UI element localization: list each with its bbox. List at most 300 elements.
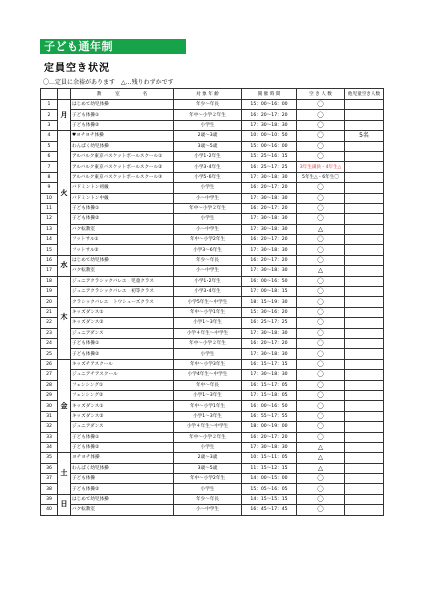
day-label: 木 — [58, 276, 71, 359]
other-availability — [345, 318, 384, 328]
course-name: バドミントン中級 — [71, 193, 174, 203]
availability: 〇 — [297, 287, 345, 297]
availability: 〇 — [297, 349, 345, 359]
table-row — [41, 266, 384, 276]
table-row — [41, 318, 384, 328]
header-day — [58, 89, 71, 100]
table-row — [41, 349, 384, 359]
table-row — [41, 172, 384, 182]
target-age: 年中～小学1年生 — [174, 401, 242, 411]
row-number: 31 — [41, 411, 58, 421]
table-row — [41, 359, 384, 369]
availability: 〇 — [297, 484, 345, 494]
table-row — [41, 328, 384, 338]
availability: △ — [297, 442, 345, 452]
course-name: 子ども体操① — [71, 203, 174, 213]
table-row — [41, 245, 384, 255]
other-availability — [345, 245, 384, 255]
class-time: 17：30～18：30 — [242, 442, 297, 452]
course-name: キッズダンス② — [71, 411, 174, 421]
other-availability — [345, 214, 384, 224]
row-number: 40 — [41, 505, 58, 515]
availability: 〇 — [297, 318, 345, 328]
target-age: 小学4年生～中学生 — [174, 370, 242, 380]
other-availability — [345, 276, 384, 286]
target-age: 小学3～6年生 — [174, 245, 242, 255]
availability: 〇 — [297, 151, 345, 161]
class-time: 16：55～17：55 — [242, 411, 297, 421]
course-name: はじめて幼児体操 — [71, 100, 174, 110]
table-row — [41, 307, 384, 317]
availability: △ — [297, 463, 345, 473]
availability: △ — [297, 266, 345, 276]
row-number: 36 — [41, 463, 58, 473]
other-availability — [345, 349, 384, 359]
availability: △ — [297, 453, 345, 463]
course-name: キッズダンス② — [71, 318, 174, 328]
table-row — [41, 151, 384, 161]
row-number: 29 — [41, 390, 58, 400]
other-availability — [345, 453, 384, 463]
table-row — [41, 338, 384, 348]
availability: 〇 — [297, 120, 345, 130]
other-availability — [345, 338, 384, 348]
table-row — [41, 505, 384, 515]
class-time: 16：20～17：20 — [242, 432, 297, 442]
class-time: 17：30～18：30 — [242, 120, 297, 130]
table-row — [41, 193, 384, 203]
row-number: 37 — [41, 474, 58, 484]
other-availability — [345, 151, 384, 161]
course-name: キッズチアスクール — [71, 359, 174, 369]
availability: 〇 — [297, 245, 345, 255]
target-age: 年中～小学3年生 — [174, 359, 242, 369]
target-age: 年中～小学2年生 — [174, 474, 242, 484]
other-availability — [345, 422, 384, 432]
availability: 〇 — [297, 100, 345, 110]
course-name: 子ども体操 — [71, 474, 174, 484]
other-availability — [345, 411, 384, 421]
row-number: 10 — [41, 193, 58, 203]
class-time: 16：25～17：25 — [242, 162, 297, 172]
row-number: 8 — [41, 172, 58, 182]
availability: 〇 — [297, 328, 345, 338]
class-time: 14：15～15：15 — [242, 494, 297, 504]
availability: 〇 — [297, 494, 345, 504]
class-time: 14：00～15：00 — [242, 474, 297, 484]
other-availability — [345, 203, 384, 213]
row-number: 39 — [41, 494, 58, 504]
class-time: 17：15～18：05 — [242, 390, 297, 400]
row-number: 28 — [41, 380, 58, 390]
table-row — [41, 370, 384, 380]
other-availability: 5名 — [345, 131, 384, 141]
table-row — [41, 224, 384, 234]
table-row — [41, 422, 384, 432]
target-age: 小学生 — [174, 120, 242, 130]
course-name: ジュニアダンス — [71, 422, 174, 432]
row-number: 38 — [41, 484, 58, 494]
other-availability — [345, 224, 384, 234]
class-time: 10：00～10：50 — [242, 131, 297, 141]
target-age: 年中～小学1年生 — [174, 307, 242, 317]
availability: 〇 — [297, 411, 345, 421]
target-age: 小学生 — [174, 214, 242, 224]
availability: 〇 — [297, 255, 345, 265]
availability: 〇 — [297, 338, 345, 348]
course-name: 子ども体操② — [71, 484, 174, 494]
row-number: 2 — [41, 110, 58, 120]
course-name: ジュニアクラシックバレエ 初等クラス — [71, 287, 174, 297]
target-age: 2歳～3歳 — [174, 131, 242, 141]
row-number: 23 — [41, 328, 58, 338]
availability: △ — [297, 224, 345, 234]
target-age: 3歳～5歳 — [174, 463, 242, 473]
target-age: 年中～小学２年生 — [174, 338, 242, 348]
availability: 〇 — [297, 214, 345, 224]
course-name: ジュニアクラシックバレエ 児童クラス — [71, 276, 174, 286]
course-name: フェンシング② — [71, 390, 174, 400]
class-time: 17：30～18：30 — [242, 193, 297, 203]
table-row — [41, 494, 384, 504]
class-time: 16：25～17：25 — [242, 318, 297, 328]
day-label: 土 — [58, 453, 71, 495]
other-availability — [345, 255, 384, 265]
availability: 〇 — [297, 359, 345, 369]
class-time: 16：15～17：15 — [242, 359, 297, 369]
other-availability — [345, 463, 384, 473]
table-row — [41, 442, 384, 452]
other-availability — [345, 193, 384, 203]
table-body — [41, 100, 384, 516]
other-availability — [345, 100, 384, 110]
availability: 〇 — [297, 422, 345, 432]
other-availability — [345, 328, 384, 338]
availability: 5年生△・6年生〇 — [297, 172, 345, 182]
course-name: フットサル② — [71, 245, 174, 255]
target-age: 年少～年長 — [174, 100, 242, 110]
availability: 〇 — [297, 131, 345, 141]
class-time: 15：00～16：00 — [242, 141, 297, 151]
row-number: 33 — [41, 432, 58, 442]
class-time: 16：20～17：20 — [242, 338, 297, 348]
other-availability — [345, 380, 384, 390]
availability: 〇 — [297, 307, 345, 317]
class-time: 18：00～19：00 — [242, 422, 297, 432]
table-header-row — [41, 89, 384, 100]
row-number: 12 — [41, 214, 58, 224]
other-availability — [345, 359, 384, 369]
class-time: 16：20～17：20 — [242, 255, 297, 265]
target-age: 年中～年長 — [174, 380, 242, 390]
course-name: 子ども体操② — [71, 442, 174, 452]
row-number: 13 — [41, 224, 58, 234]
target-age: 小学3･4年生 — [174, 162, 242, 172]
row-number: 26 — [41, 359, 58, 369]
day-label: 火 — [58, 131, 71, 256]
other-availability — [345, 370, 384, 380]
class-time: 16：00～16：50 — [242, 276, 297, 286]
other-availability — [345, 505, 384, 515]
other-availability — [345, 474, 384, 484]
class-time: 17：30～18：30 — [242, 328, 297, 338]
table-row — [41, 287, 384, 297]
table-row — [41, 110, 384, 120]
table-row — [41, 183, 384, 193]
row-number: 5 — [41, 141, 58, 151]
table-row — [41, 401, 384, 411]
target-age: 3歳～5歳 — [174, 141, 242, 151]
table-row — [41, 276, 384, 286]
course-name: キッズダンス① — [71, 401, 174, 411]
table-row — [41, 214, 384, 224]
availability: 〇 — [297, 474, 345, 484]
row-number: 1 — [41, 100, 58, 110]
header-course: 教 室 名 — [71, 89, 174, 100]
class-time: 17：30～18：30 — [242, 245, 297, 255]
availability: 〇 — [297, 505, 345, 515]
availability: 〇 — [297, 297, 345, 307]
availability: 〇 — [297, 432, 345, 442]
course-name: クラシックバレエ トウシューズクラス — [71, 297, 174, 307]
other-availability — [345, 162, 384, 172]
class-time: 10：15～11：05 — [242, 453, 297, 463]
class-time: 17：30～18：30 — [242, 214, 297, 224]
course-name: はじめて幼児体操 — [71, 494, 174, 504]
course-name: ♥ヨチヨチ体操 — [71, 131, 174, 141]
course-name: ジュニアチアスクール — [71, 370, 174, 380]
row-number: 4 — [41, 131, 58, 141]
availability: 〇 — [297, 110, 345, 120]
course-name: 子ども体操② — [71, 120, 174, 130]
other-availability — [345, 484, 384, 494]
class-time: 18：15～19：30 — [242, 297, 297, 307]
other-availability — [345, 287, 384, 297]
course-name: わんぱく幼児体操 — [71, 463, 174, 473]
table-row — [41, 453, 384, 463]
class-time: 17：30～18：30 — [242, 349, 297, 359]
class-time: 16：45～17：45 — [242, 505, 297, 515]
table-row — [41, 411, 384, 421]
table-row — [41, 297, 384, 307]
target-age: 小学1･2年生 — [174, 276, 242, 286]
other-availability — [345, 297, 384, 307]
target-age: 小～中学生 — [174, 224, 242, 234]
class-time: 16：20～17：20 — [242, 235, 297, 245]
availability: 〇 — [297, 141, 345, 151]
target-age: 小学４年生～中学生 — [174, 328, 242, 338]
course-name: はじめて幼児体操 — [71, 255, 174, 265]
table-row — [41, 235, 384, 245]
row-number: 25 — [41, 349, 58, 359]
header-other-availability: 他児童空き人数 — [345, 89, 384, 100]
other-availability — [345, 494, 384, 504]
class-time: 17：30～18：30 — [242, 370, 297, 380]
row-number: 30 — [41, 401, 58, 411]
row-number: 9 — [41, 183, 58, 193]
header-target: 対 象 年 齢 — [174, 89, 242, 100]
target-age: 年中～小学２年生 — [174, 110, 242, 120]
class-time: 17：30～18：30 — [242, 266, 297, 276]
table-row — [41, 432, 384, 442]
row-number: 16 — [41, 255, 58, 265]
course-name: わんぱく幼児体操 — [71, 141, 174, 151]
row-number: 35 — [41, 453, 58, 463]
day-label: 金 — [58, 359, 71, 453]
header-number — [41, 89, 58, 100]
table-row — [41, 100, 384, 110]
row-number: 3 — [41, 120, 58, 130]
row-number: 27 — [41, 370, 58, 380]
class-time: 16：20～17：20 — [242, 110, 297, 120]
table-row — [41, 380, 384, 390]
table-row — [41, 474, 384, 484]
availability: 〇 — [297, 193, 345, 203]
table-row — [41, 463, 384, 473]
target-age: 小学生 — [174, 484, 242, 494]
course-name: 子ども体操② — [71, 214, 174, 224]
target-age: 年中～小学２年生 — [174, 432, 242, 442]
target-age: 年少～年長 — [174, 494, 242, 504]
target-age: 小学1～3年生 — [174, 411, 242, 421]
day-label: 月 — [58, 100, 71, 131]
availability: 〇 — [297, 380, 345, 390]
target-age: 小学1～3年生 — [174, 318, 242, 328]
target-age: 小学生 — [174, 349, 242, 359]
class-time: 15：05～16：05 — [242, 484, 297, 494]
row-number: 22 — [41, 318, 58, 328]
table-row — [41, 131, 384, 141]
course-name: 子ども体操① — [71, 110, 174, 120]
table-row — [41, 255, 384, 265]
day-label: 日 — [58, 494, 71, 515]
row-number: 19 — [41, 287, 58, 297]
class-time: 15：25～16：15 — [242, 151, 297, 161]
other-availability — [345, 172, 384, 182]
target-age: 小学生 — [174, 183, 242, 193]
row-number: 11 — [41, 203, 58, 213]
row-number: 24 — [41, 338, 58, 348]
course-name: 子ども体操① — [71, 338, 174, 348]
target-age: 小学４年生～中学生 — [174, 422, 242, 432]
other-availability — [345, 266, 384, 276]
class-time: 17：30～18：30 — [242, 172, 297, 182]
row-number: 20 — [41, 297, 58, 307]
course-name: バク転教室 — [71, 505, 174, 515]
row-number: 32 — [41, 422, 58, 432]
row-number: 34 — [41, 442, 58, 452]
class-time: 15：00～16：00 — [242, 100, 297, 110]
target-age: 小～中学生 — [174, 505, 242, 515]
other-availability — [345, 401, 384, 411]
other-availability — [345, 120, 384, 130]
target-age: 2歳～3歳 — [174, 453, 242, 463]
course-name: 子ども体操② — [71, 349, 174, 359]
legend: 〇…定員に余裕があります △…残りわずかです — [43, 79, 174, 86]
target-age: 小学1～3年生 — [174, 390, 242, 400]
row-number: 6 — [41, 151, 58, 161]
course-name: ヨチヨチ体操 — [71, 453, 174, 463]
course-name: ジュニアダンス — [71, 328, 174, 338]
class-time: 16：00～16：50 — [242, 401, 297, 411]
course-name: アルバルク東京バスケットボールスクール① — [71, 151, 174, 161]
target-age: 小学3･4年生 — [174, 287, 242, 297]
target-age: 小学1･2年生 — [174, 151, 242, 161]
availability: 3年生満員・4年生△ — [297, 162, 345, 172]
table-row — [41, 162, 384, 172]
other-availability — [345, 307, 384, 317]
availability: 〇 — [297, 183, 345, 193]
row-number: 18 — [41, 276, 58, 286]
table-row — [41, 203, 384, 213]
other-availability — [345, 235, 384, 245]
table-row — [41, 390, 384, 400]
class-time: 15：30～16：20 — [242, 307, 297, 317]
class-time: 16：20～17：20 — [242, 183, 297, 193]
availability: 〇 — [297, 203, 345, 213]
table-row — [41, 120, 384, 130]
course-name: アルバルク東京バスケットボールスクール③ — [71, 172, 174, 182]
other-availability — [345, 183, 384, 193]
target-age: 年中～小学２年生 — [174, 203, 242, 213]
row-number: 15 — [41, 245, 58, 255]
class-time: 16：15～17：05 — [242, 380, 297, 390]
course-name: バドミントン初級 — [71, 183, 174, 193]
availability: 〇 — [297, 235, 345, 245]
page-title: 定員空き状況 — [44, 63, 110, 74]
row-number: 17 — [41, 266, 58, 276]
header-time: 開 催 時 間 — [242, 89, 297, 100]
class-time: 17：30～18：30 — [242, 224, 297, 234]
other-availability — [345, 141, 384, 151]
row-number: 14 — [41, 235, 58, 245]
target-age: 小学5･6年生 — [174, 172, 242, 182]
other-availability — [345, 442, 384, 452]
availability: 〇 — [297, 276, 345, 286]
course-name: バク転教室 — [71, 266, 174, 276]
target-age: 小学5年生～中学生 — [174, 297, 242, 307]
target-age: 年中～小学2年生 — [174, 235, 242, 245]
program-banner: 子ども通年制 — [40, 39, 186, 54]
class-time: 11：15～12：15 — [242, 463, 297, 473]
row-number: 7 — [41, 162, 58, 172]
target-age: 小～中学生 — [174, 266, 242, 276]
availability: 〇 — [297, 390, 345, 400]
course-name: フェンシング① — [71, 380, 174, 390]
table-row — [41, 484, 384, 494]
course-name: フットサル① — [71, 235, 174, 245]
class-time: 17：00～18：15 — [242, 287, 297, 297]
table-row — [41, 141, 384, 151]
target-age: 小学生 — [174, 442, 242, 452]
course-name: 子ども体操① — [71, 432, 174, 442]
day-label: 水 — [58, 255, 71, 276]
course-name: アルバルク東京バスケットボールスクール② — [71, 162, 174, 172]
target-age: 年少～年長 — [174, 255, 242, 265]
availability: 〇 — [297, 401, 345, 411]
other-availability — [345, 432, 384, 442]
course-name: キッズダンス① — [71, 307, 174, 317]
class-time: 16：20～17：20 — [242, 203, 297, 213]
header-availability: 空 き 人 数 — [297, 89, 345, 100]
availability-table — [40, 88, 384, 516]
row-number: 21 — [41, 307, 58, 317]
other-availability — [345, 390, 384, 400]
course-name: バク転教室 — [71, 224, 174, 234]
target-age: 小～中学生 — [174, 193, 242, 203]
availability: 〇 — [297, 370, 345, 380]
other-availability — [345, 110, 384, 120]
